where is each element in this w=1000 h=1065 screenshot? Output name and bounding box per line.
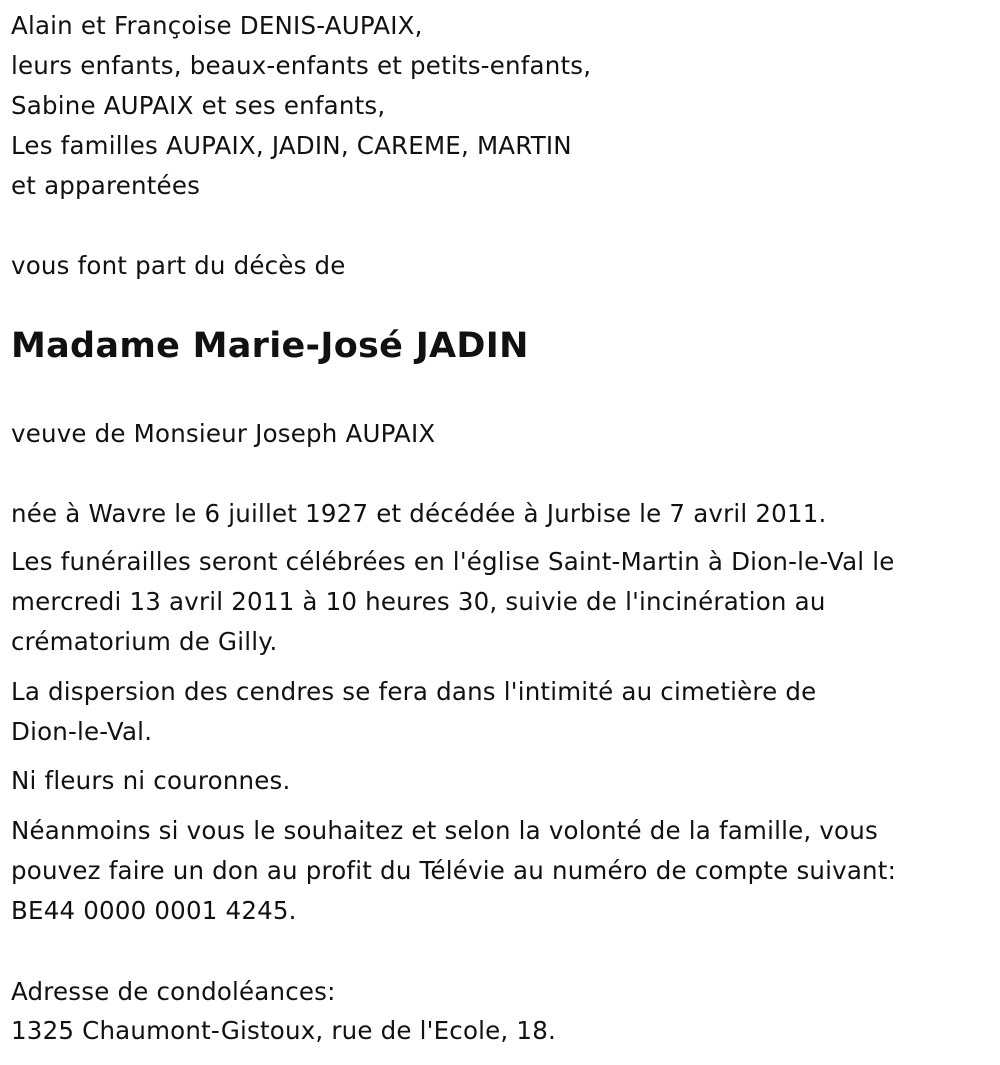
account-number: BE44 0000 0001 4245. [11,896,297,925]
family-line: Les familles AUPAIX, JADIN, CAREME, MARTIN [11,131,572,160]
announcement-text: vous font part du décès de [11,251,346,280]
funeral-line: crématorium de Gilly. [11,627,278,656]
condolences-address: 1325 Chaumont-Gistoux, rue de l'Ecole, 18. [11,1016,556,1045]
donation-line: Néanmoins si vous le souhaitez et selon la volonté de la famille, vous [11,816,878,845]
funeral-line: mercredi 13 avril 2011 à 10 heures 30, suivie de l'incinération au [11,587,826,616]
family-line: leurs enfants, beaux-enfants et petits-enfants, [11,51,592,80]
donation-line: pouvez faire un don au profit du Télévie au numéro de compte suivant: [11,856,897,885]
birth-death-dates: née à Wavre le 6 juillet 1927 et décédée à Jurbise le 7 avril 2011. [11,499,827,528]
family-line: Sabine AUPAIX et ses enfants, [11,91,386,120]
flowers-text: Ni fleurs ni couronnes. [11,766,291,795]
condolences-label: Adresse de condoléances: [11,977,336,1006]
family-line: et apparentées [11,171,201,200]
funeral-line: Les funérailles seront célébrées en l'église Saint-Martin à Dion-le-Val le [11,547,895,576]
deceased-name: Madame Marie-José JADIN [11,326,529,366]
family-line: Alain et Françoise DENIS-AUPAIX, [11,11,423,40]
dispersion-line: Dion-le-Val. [11,717,153,746]
widow-of-text: veuve de Monsieur Joseph AUPAIX [11,419,436,448]
dispersion-line: La dispersion des cendres se fera dans l'intimité au cimetière de [11,677,817,706]
